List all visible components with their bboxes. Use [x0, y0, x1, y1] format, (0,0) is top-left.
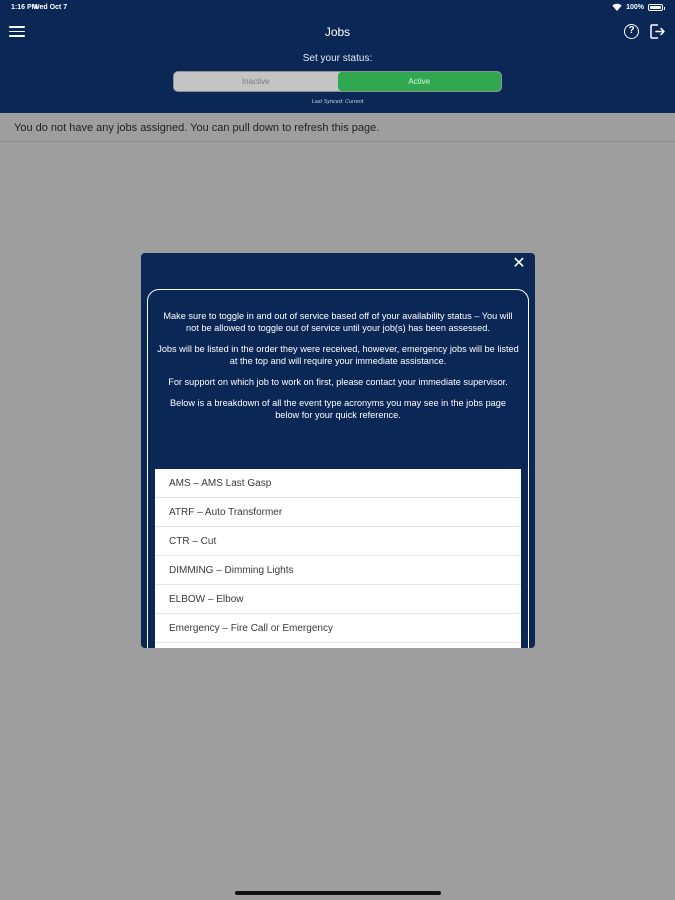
status-time: 1:16 PM [11, 4, 38, 11]
list-item: ELBOW – Elbow [155, 585, 521, 614]
toggle-inactive[interactable]: Inactive [241, 77, 270, 86]
list-item: ATRF – Auto Transformer [155, 498, 521, 527]
status-date: Wed Oct 7 [33, 4, 68, 11]
modal-paragraph-3: For support on which job to work on first, please contact your immediate supervisor. [168, 377, 508, 387]
list-item: DIMMING – Dimming Lights [155, 556, 521, 585]
info-modal [141, 253, 535, 648]
app-header [0, 15, 675, 113]
modal-paragraph-1: Make sure to toggle in and out of service based off of your availability status – You will not be allowed to toggle out of service until your job(s) has been assessed. [163, 311, 513, 333]
toggle-active[interactable]: Active [338, 72, 502, 91]
no-jobs-notice: You do not have any jobs assigned. You can pull down to refresh this page. [14, 122, 380, 134]
status-bar [0, 0, 675, 15]
status-label: Set your status: [302, 53, 373, 64]
battery-percent: 100% [626, 3, 644, 11]
status-toggle[interactable] [173, 71, 502, 92]
modal-paragraph-4: Below is a breakdown of all the event type acronyms you may see in the jobs page below for your quick reference. [169, 398, 507, 420]
page-title: Jobs [324, 25, 351, 39]
battery-icon [648, 4, 663, 11]
modal-body[interactable] [147, 289, 529, 648]
help-icon[interactable]: ? [624, 24, 639, 39]
logout-icon[interactable] [649, 23, 666, 40]
list-item: CTR – Cut [155, 527, 521, 556]
home-indicator[interactable] [235, 891, 441, 895]
list-item: Emergency – Fire Call or Emergency [155, 614, 521, 643]
last-synced: Last Synced: Current [311, 99, 364, 105]
close-icon[interactable]: ✕ [512, 255, 526, 272]
divider [0, 141, 675, 142]
wifi-icon [612, 3, 622, 11]
list-item: AMS – AMS Last Gasp [155, 469, 521, 498]
acronym-list[interactable] [155, 469, 521, 648]
status-right [612, 3, 663, 11]
modal-paragraph-2: Jobs will be listed in the order they were received, however, emergency jobs will be listed at the top and will require your immediate assistance. [157, 344, 519, 366]
